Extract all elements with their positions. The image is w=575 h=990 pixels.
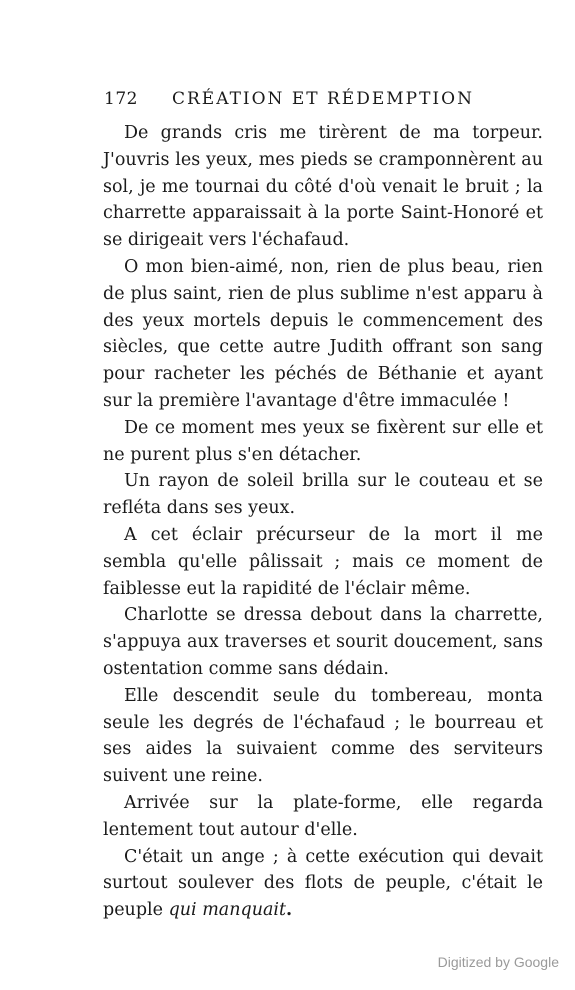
paragraph-9-text: C'était un ange ; à cette exécution qui devait surtout soulever des flots de peuple, c'était le peuple (103, 846, 543, 921)
paragraph-4: Un rayon de soleil brilla sur le couteau et se refléta dans ses yeux. (103, 471, 543, 519)
paragraph-9 (103, 844, 543, 924)
paragraph-9-final-punct: . (286, 900, 293, 921)
page-header (104, 89, 484, 113)
paragraph-9-italic: qui manquait (168, 900, 287, 921)
running-title: CRÉATION ET RÉDEMPTION (172, 89, 474, 109)
paragraph-7: Elle descendit seule du tombereau, monta seule les degrés de l'échafaud ; le bourreau et ses aides la suivaient comme des serviteurs suivent une reine. (103, 685, 543, 787)
page-number: 172 (104, 89, 138, 109)
digitized-watermark: Digitized by Google (437, 954, 559, 970)
paragraph-3: De ce moment mes yeux se fixèrent sur elle et ne purent plus s'en détacher. (103, 417, 543, 465)
paragraph-6: Charlotte se dressa debout dans la charrette, s'appuya aux traverses et sourit doucement, sans ostentation comme sans dédain. (103, 605, 543, 679)
paragraph-1: De grands cris me tirèrent de ma torpeur. J'ouvris les yeux, mes pieds se cramponnèrent au sol, je me tournai du côté d'où venait le bruit ; la charrette apparaissait à la porte Saint-Honoré et se dirigeait vers l'échafaud. (103, 123, 543, 251)
paragraph-8: Arrivée sur la plate-forme, elle regarda lentement tout autour d'elle. (103, 792, 543, 840)
body-text (103, 120, 543, 924)
paragraph-2: O mon bien-aimé, non, rien de plus beau, rien de plus saint, rien de plus sublime n'est apparu à des yeux mortels depuis le commencement des siècles, que cette autre Judith offrant son sang pour racheter les péchés de Béthanie et ayant sur la première l'avantage d'être immaculée ! (103, 256, 543, 411)
paragraph-5: A cet éclair précurseur de la mort il me sembla qu'elle pâlissait ; mais ce moment de faiblesse eut la rapidité de l'éclair même. (103, 524, 543, 599)
